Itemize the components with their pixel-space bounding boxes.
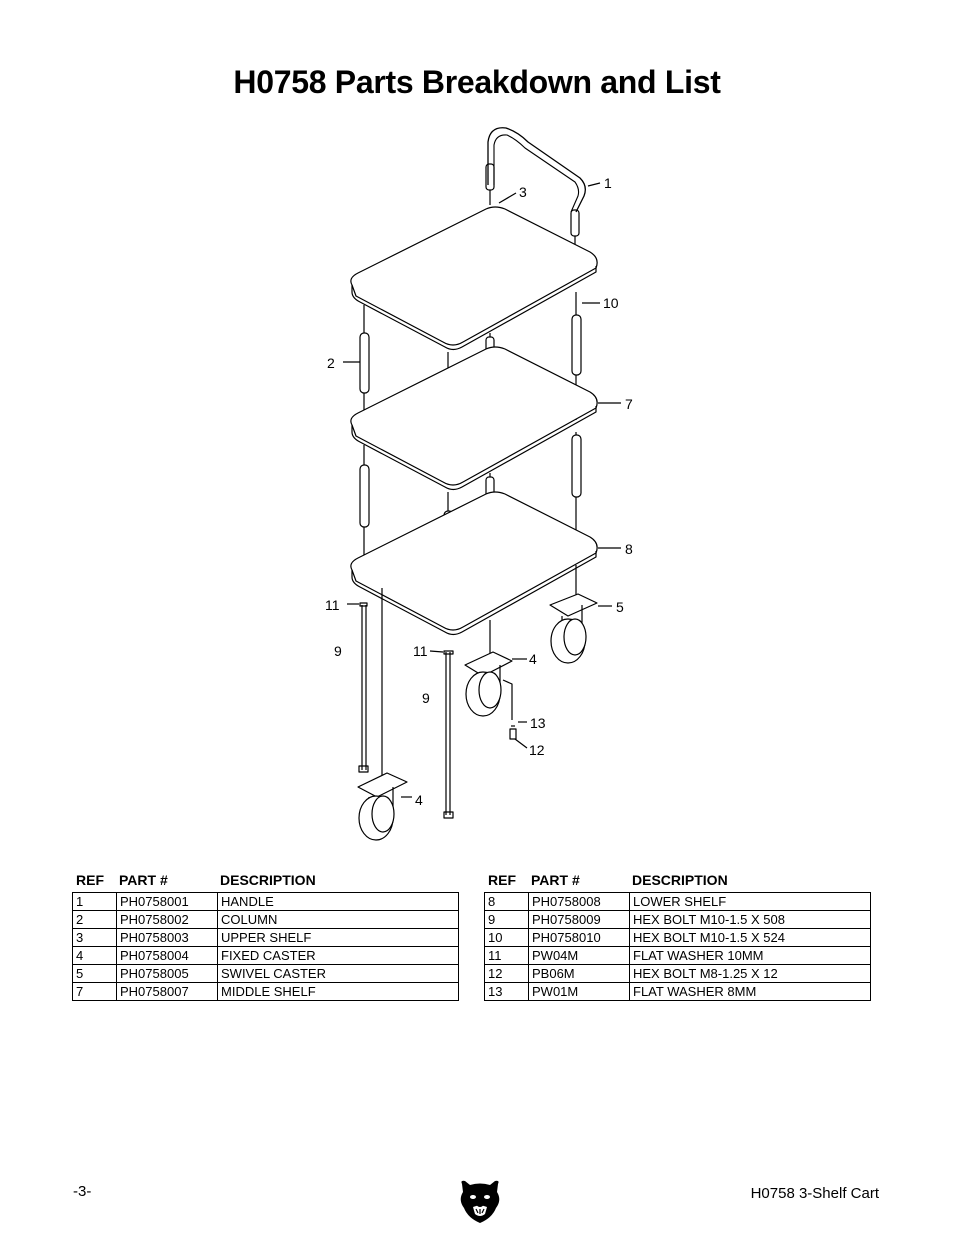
parts-table-header (484, 870, 871, 890)
callout-12: 12 (529, 742, 545, 758)
parts-table-header (72, 870, 459, 890)
cell-part: PH0758010 (529, 929, 630, 947)
cell-description: FLAT WASHER 10MM (630, 947, 871, 965)
callout-2: 2 (327, 355, 335, 371)
cell-part: PH0758009 (529, 911, 630, 929)
cell-part: PW01M (529, 983, 630, 1001)
cell-description: FIXED CASTER (218, 947, 459, 965)
cell-description: MIDDLE SHELF (218, 983, 459, 1001)
cell-description: SWIVEL CASTER (218, 965, 459, 983)
cell-part: PH0758008 (529, 893, 630, 911)
cell-part: PH0758002 (117, 911, 218, 929)
table-row (485, 929, 871, 947)
table-row (73, 929, 459, 947)
callout-7: 7 (625, 396, 633, 412)
header-part: PART # (531, 872, 580, 888)
callout-3: 3 (519, 184, 527, 200)
cell-part: PH0758005 (117, 965, 218, 983)
cell-part: PB06M (529, 965, 630, 983)
bear-head-logo-icon (458, 1178, 502, 1224)
cell-ref: 12 (485, 965, 529, 983)
cell-part: PH0758004 (117, 947, 218, 965)
header-description: DESCRIPTION (220, 872, 316, 888)
cell-part: PW04M (529, 947, 630, 965)
cell-description: HEX BOLT M10-1.5 X 508 (630, 911, 871, 929)
cell-ref: 2 (73, 911, 117, 929)
callout-13: 13 (530, 715, 546, 731)
table-row (485, 983, 871, 1001)
upper-shelf-drawing (351, 207, 597, 345)
cell-ref: 8 (485, 893, 529, 911)
cell-description: COLUMN (218, 911, 459, 929)
cell-description: HEX BOLT M10-1.5 X 524 (630, 929, 871, 947)
header-description: DESCRIPTION (632, 872, 728, 888)
cell-ref: 13 (485, 983, 529, 1001)
cell-description: UPPER SHELF (218, 929, 459, 947)
callout-4-bottom: 4 (415, 792, 423, 808)
cell-ref: 5 (73, 965, 117, 983)
table-row (73, 893, 459, 911)
callout-11-right: 11 (413, 643, 428, 659)
callout-9-left: 9 (334, 643, 342, 659)
handle-drawing (488, 128, 585, 212)
cell-ref: 7 (73, 983, 117, 1001)
table-row (485, 947, 871, 965)
cell-part: PH0758003 (117, 929, 218, 947)
cell-ref: 3 (73, 929, 117, 947)
table-row (73, 947, 459, 965)
table-row (73, 965, 459, 983)
middle-shelf-drawing (351, 347, 597, 485)
callout-10: 10 (603, 295, 619, 311)
page-number: -3- (73, 1183, 92, 1200)
table-row (485, 911, 871, 929)
cell-description: FLAT WASHER 8MM (630, 983, 871, 1001)
callout-9-right: 9 (422, 690, 430, 706)
callout-8: 8 (625, 541, 633, 557)
cell-description: LOWER SHELF (630, 893, 871, 911)
cell-ref: 10 (485, 929, 529, 947)
cell-part: PH0758001 (117, 893, 218, 911)
table-row (485, 893, 871, 911)
header-ref: REF (488, 872, 516, 888)
parts-table-right (484, 870, 871, 1001)
callout-1: 1 (604, 175, 612, 191)
callout-4-middle: 4 (529, 651, 537, 667)
cell-ref: 4 (73, 947, 117, 965)
callout-11-left: 11 (325, 597, 340, 613)
page-title: H0758 Parts Breakdown and List (233, 64, 721, 100)
parts-table-left (72, 870, 459, 1001)
callout-5: 5 (616, 599, 624, 615)
cell-ref: 1 (73, 893, 117, 911)
product-name: H0758 3-Shelf Cart (750, 1185, 879, 1202)
cell-part: PH0758007 (117, 983, 218, 1001)
header-ref: REF (76, 872, 104, 888)
table-row (485, 965, 871, 983)
header-part: PART # (119, 872, 168, 888)
cell-description: HANDLE (218, 893, 459, 911)
cell-ref: 9 (485, 911, 529, 929)
table-row (73, 983, 459, 1001)
table-row (73, 911, 459, 929)
cell-ref: 11 (485, 947, 529, 965)
cell-description: HEX BOLT M8-1.25 X 12 (630, 965, 871, 983)
